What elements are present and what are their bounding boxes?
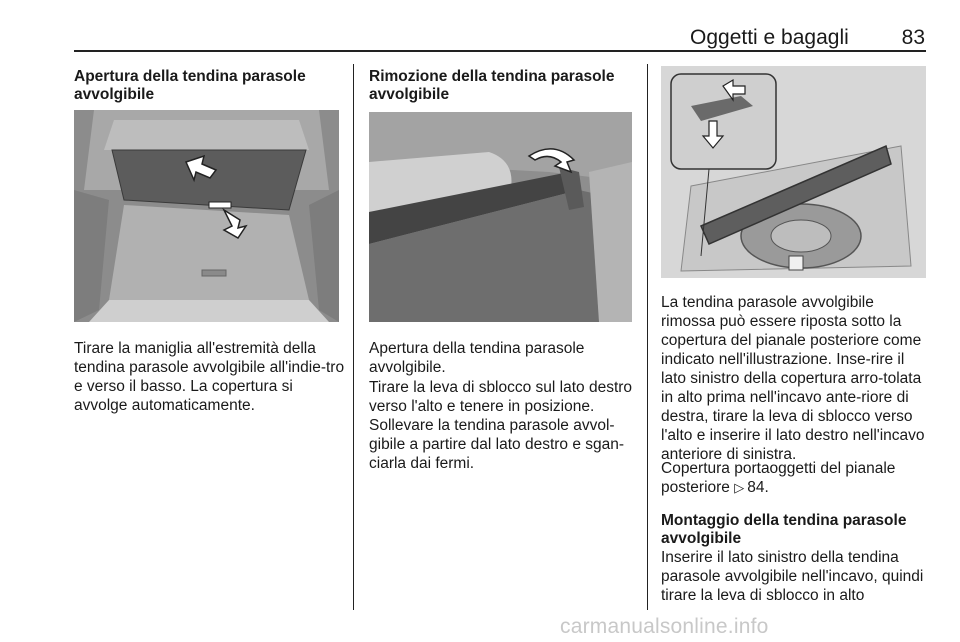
paragraph-open-cover: Tirare la maniglia all'estremità della tendina parasole avvolgibile all'indie-tro e verso il basso. La copertura si avvolge automaticamente. [74, 340, 345, 414]
paragraph-stow-cover: La tendina parasole avvolgibile rimossa può essere riposta sotto la copertura del pianale posteriore come indicato nell'illustrazione. Inse-rire il lato sinistro della copertura arro-tolata in alto prima nell'incavo ante-riore di destra, tirare la leva di sblocco verso l'alto e inserire il lato destro nell'incavo anteriore di sinistra. [661, 294, 925, 463]
header-rule [74, 50, 926, 52]
paragraph-cross-reference [661, 459, 929, 497]
figure-open-cover [74, 110, 339, 322]
column-divider-right [647, 64, 648, 610]
paragraph-remove-open: Apertura della tendina parasole avvolgibile. [369, 340, 585, 376]
figure-remove-cover [369, 112, 632, 322]
watermark: carmanualsonline.info [560, 615, 769, 638]
paragraph-remove-steps: Tirare la leva di sblocco sul lato destro verso l'alto e tenere in posizione. Sollevare la tendina parasole avvol-gibile a partire dal lato destro e sgan-ciarla dai fermi. [369, 379, 633, 472]
arrow-right-icon: ▷ [734, 480, 745, 495]
paragraph-install-cover: Inserire il lato sinistro della tendina parasole avvolgibile nell'incavo, quindi tirare la leva di sblocco in alto [661, 549, 924, 604]
figure-stow-cover [661, 66, 926, 278]
heading-remove-cover: Rimozione della tendina parasole avvolgibile [369, 68, 615, 103]
cross-reference-text: Copertura portaoggetti del pianale posteriore [661, 460, 896, 496]
heading-open-cover: Apertura della tendina parasole avvolgibile [74, 68, 306, 103]
heading-install-cover: Montaggio della tendina parasole avvolgibile [661, 512, 907, 547]
column-divider-left [353, 64, 354, 610]
section-title: Oggetti e bagagli [690, 26, 849, 49]
page-number: 83 [901, 26, 925, 49]
cross-reference-page[interactable]: 84. [747, 479, 769, 496]
